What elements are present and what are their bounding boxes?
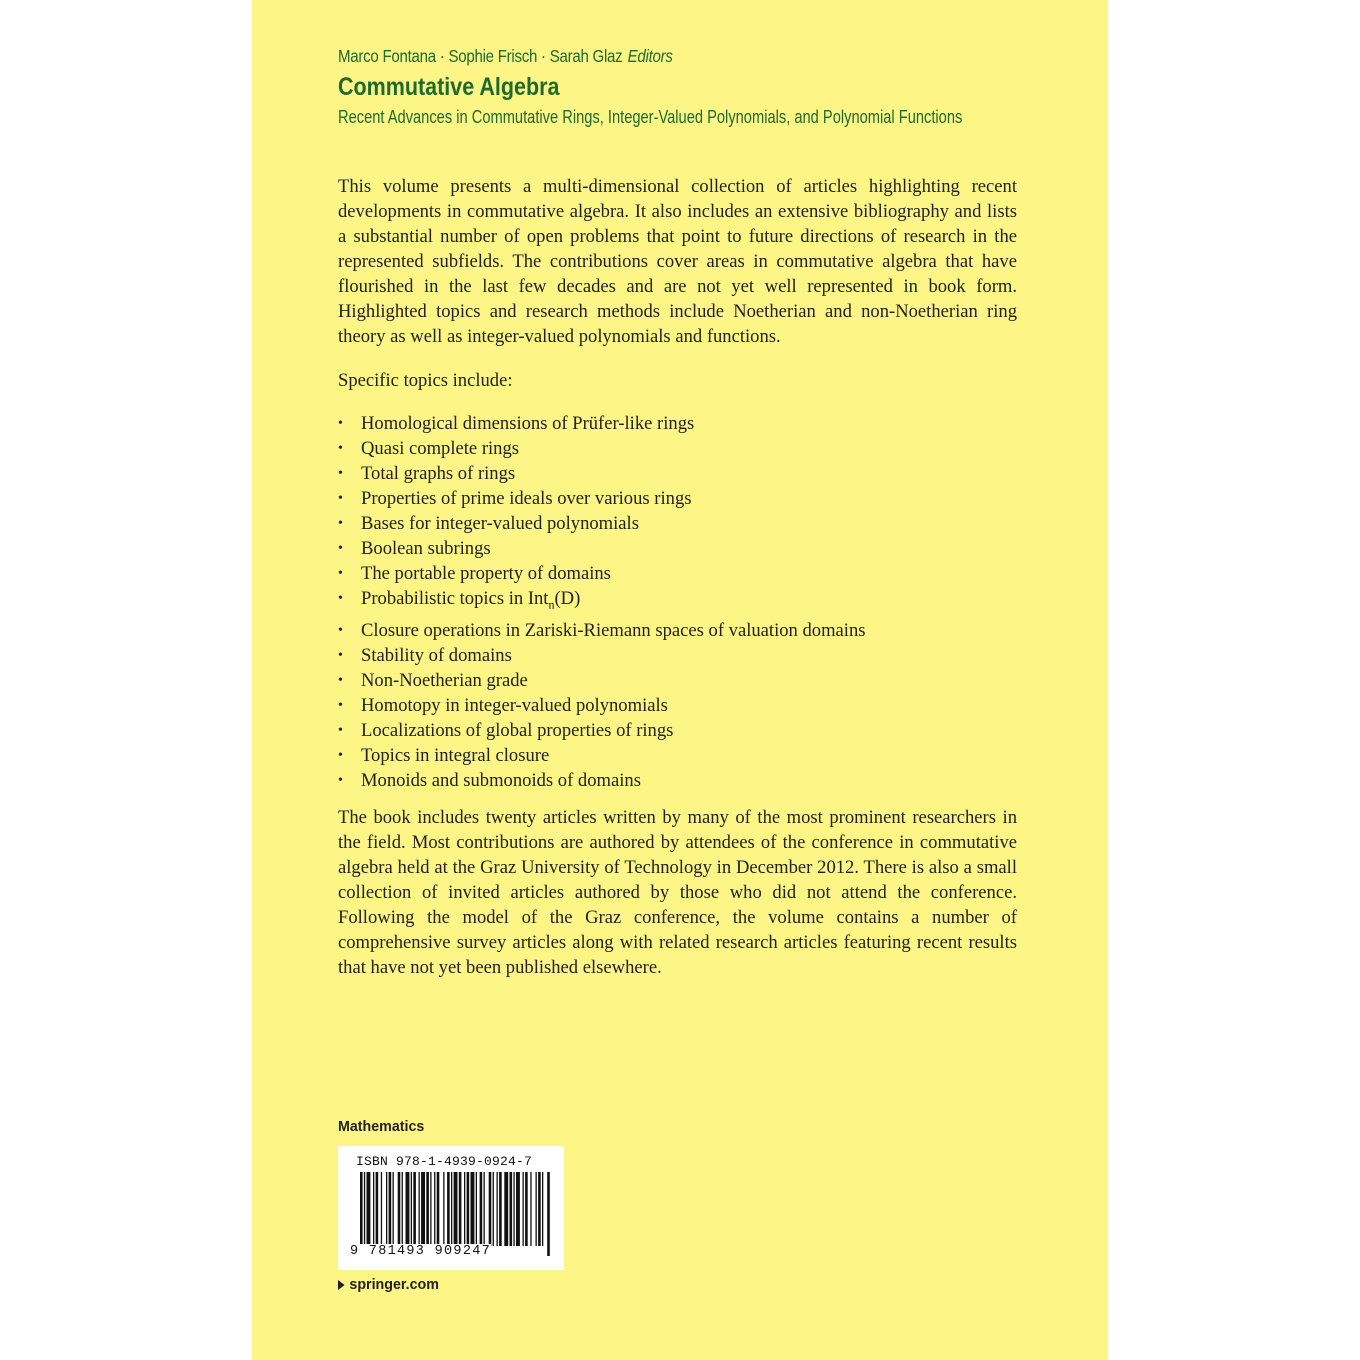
topic-text: Topics in integral closure xyxy=(361,744,550,766)
barcode-bar xyxy=(430,1172,431,1246)
barcode-bar xyxy=(464,1172,465,1246)
barcode-bar xyxy=(489,1172,492,1246)
barcode-bar xyxy=(398,1172,401,1246)
subject-category: Mathematics xyxy=(338,1118,425,1135)
barcode-bar xyxy=(459,1172,462,1246)
barcode-bar xyxy=(426,1172,429,1246)
barcode-bar xyxy=(538,1172,541,1246)
list-item xyxy=(338,693,1016,718)
barcode-bar xyxy=(381,1172,382,1246)
barcode-bar xyxy=(406,1172,410,1246)
barcode-bar xyxy=(411,1172,412,1246)
list-item xyxy=(338,561,1016,586)
barcode-bar xyxy=(454,1172,458,1246)
topics-list xyxy=(338,411,1016,793)
book-subtitle: Recent Advances in Commutative Rings, Integer-Valued Polynomials, and Polynomial Functions xyxy=(338,107,963,127)
barcode-bar xyxy=(419,1172,420,1246)
barcode-bar xyxy=(547,1172,550,1256)
triangle-right-icon xyxy=(338,1280,345,1290)
topic-text: Homotopy in integer-valued polynomials xyxy=(361,694,668,716)
barcode-bar xyxy=(476,1172,477,1246)
barcode-bar xyxy=(530,1172,531,1246)
list-item xyxy=(338,436,1016,461)
topic-text: Boolean subrings xyxy=(361,538,491,560)
list-item xyxy=(338,743,1016,768)
barcode-bar xyxy=(434,1172,435,1246)
list-item xyxy=(338,511,1016,536)
barcode-bar xyxy=(421,1172,425,1246)
list-item xyxy=(338,536,1016,561)
publisher-link[interactable] xyxy=(338,1276,439,1293)
barcode-bar xyxy=(493,1172,494,1246)
barcode-bar xyxy=(451,1172,452,1246)
list-item xyxy=(338,768,1016,793)
topic-text: Stability of domains xyxy=(361,644,512,666)
topic-text: Non-Noetherian grade xyxy=(361,669,528,691)
list-item xyxy=(338,643,1016,668)
topics-intro: Specific topics include: xyxy=(338,369,513,391)
barcode-bar xyxy=(523,1172,524,1246)
topic-text: Total graphs of rings xyxy=(361,463,516,485)
barcode-bar xyxy=(376,1172,379,1246)
isbn-barcode xyxy=(338,1146,564,1270)
barcode-bar xyxy=(402,1172,403,1246)
barcode-bar xyxy=(437,1172,440,1246)
barcode-bar xyxy=(447,1172,450,1246)
description-paragraph-1: This volume presents a multi-dimensional collection of articles highlighting recent developments in commutative algebra. It also includes an extensive bibliography and lists a substantial number of open problems that point to future directions of research in the represented subfields. The contributions cover areas in commutative algebra that have flourished in the last few decades and are not yet well represented in book form. Highlighted topics and research methods include Noetherian and non-Noetherian ring theory as well as integer-valued polynomials and functions. xyxy=(338,176,1017,347)
barcode-bar xyxy=(542,1172,543,1246)
list-item xyxy=(338,668,1016,693)
topic-text: Homological dimensions of Prüfer-like rings xyxy=(361,413,695,435)
topic-text: Localizations of global properties of rings xyxy=(361,719,674,741)
barcode-bar xyxy=(484,1172,485,1246)
editors-names: Marco Fontana · Sophie Frisch · Sarah Glaz xyxy=(338,46,623,66)
editors-line xyxy=(338,44,921,68)
list-item xyxy=(338,486,1016,511)
barcode-bar xyxy=(386,1172,387,1246)
editors-role: Editors xyxy=(627,46,673,66)
barcode-digits: 9 781493 909247 xyxy=(350,1244,492,1259)
barcode-bar xyxy=(513,1172,514,1246)
barcode-bar xyxy=(467,1172,470,1246)
book-title: Commutative Algebra xyxy=(338,73,560,101)
barcode-bar xyxy=(504,1172,508,1246)
isbn-label: ISBN 978-1-4939-0924-7 xyxy=(356,1154,533,1169)
topic-text: Quasi complete rings xyxy=(361,438,520,460)
list-item xyxy=(338,411,1016,436)
list-item xyxy=(338,618,1016,643)
list-item xyxy=(338,586,1016,618)
barcode-bar xyxy=(497,1172,498,1246)
barcode-bar xyxy=(510,1172,513,1246)
topic-text: Bases for integer-valued polynomials xyxy=(361,513,639,535)
barcode-bar xyxy=(516,1172,520,1246)
list-item xyxy=(338,718,1016,743)
barcode-bar xyxy=(536,1172,537,1246)
topic-text: Properties of prime ideals over various rings xyxy=(361,488,692,510)
barcode-bar xyxy=(367,1172,371,1246)
description-paragraph-2: The book includes twenty articles written by many of the most prominent researchers in the field. Most contributions are authored by attendees of the conference in commutative algebra held at the Graz University of Technology in December 2012. There is also a small collection of invited articles authored by those who did not attend the conference. Following the model of the Graz conference, the volume contains a number of comprehensive survey articles along with related research articles featuring recent results that have not yet been published elsewhere. xyxy=(338,806,1017,978)
barcode-bar xyxy=(389,1172,392,1246)
barcode-bar xyxy=(471,1172,475,1246)
list-item xyxy=(338,461,1016,486)
publisher-url: springer.com xyxy=(349,1276,439,1293)
topic-text-tail: (D) xyxy=(554,588,581,610)
barcode-bar xyxy=(499,1172,502,1246)
barcode-bar xyxy=(393,1172,394,1246)
topic-text: Probabilistic topics in Int xyxy=(361,588,549,610)
barcode-bar xyxy=(373,1172,374,1246)
barcode-bar xyxy=(443,1172,444,1246)
topic-text: The portable property of domains xyxy=(361,563,611,585)
topic-subscript: n xyxy=(548,597,555,612)
barcode-bar xyxy=(525,1172,528,1246)
topic-text: Closure operations in Zariski-Riemann spaces of valuation domains xyxy=(361,619,866,641)
book-back-cover xyxy=(252,0,1108,1360)
barcode-bar xyxy=(413,1172,416,1246)
topic-text: Monoids and submonoids of domains xyxy=(361,769,641,791)
